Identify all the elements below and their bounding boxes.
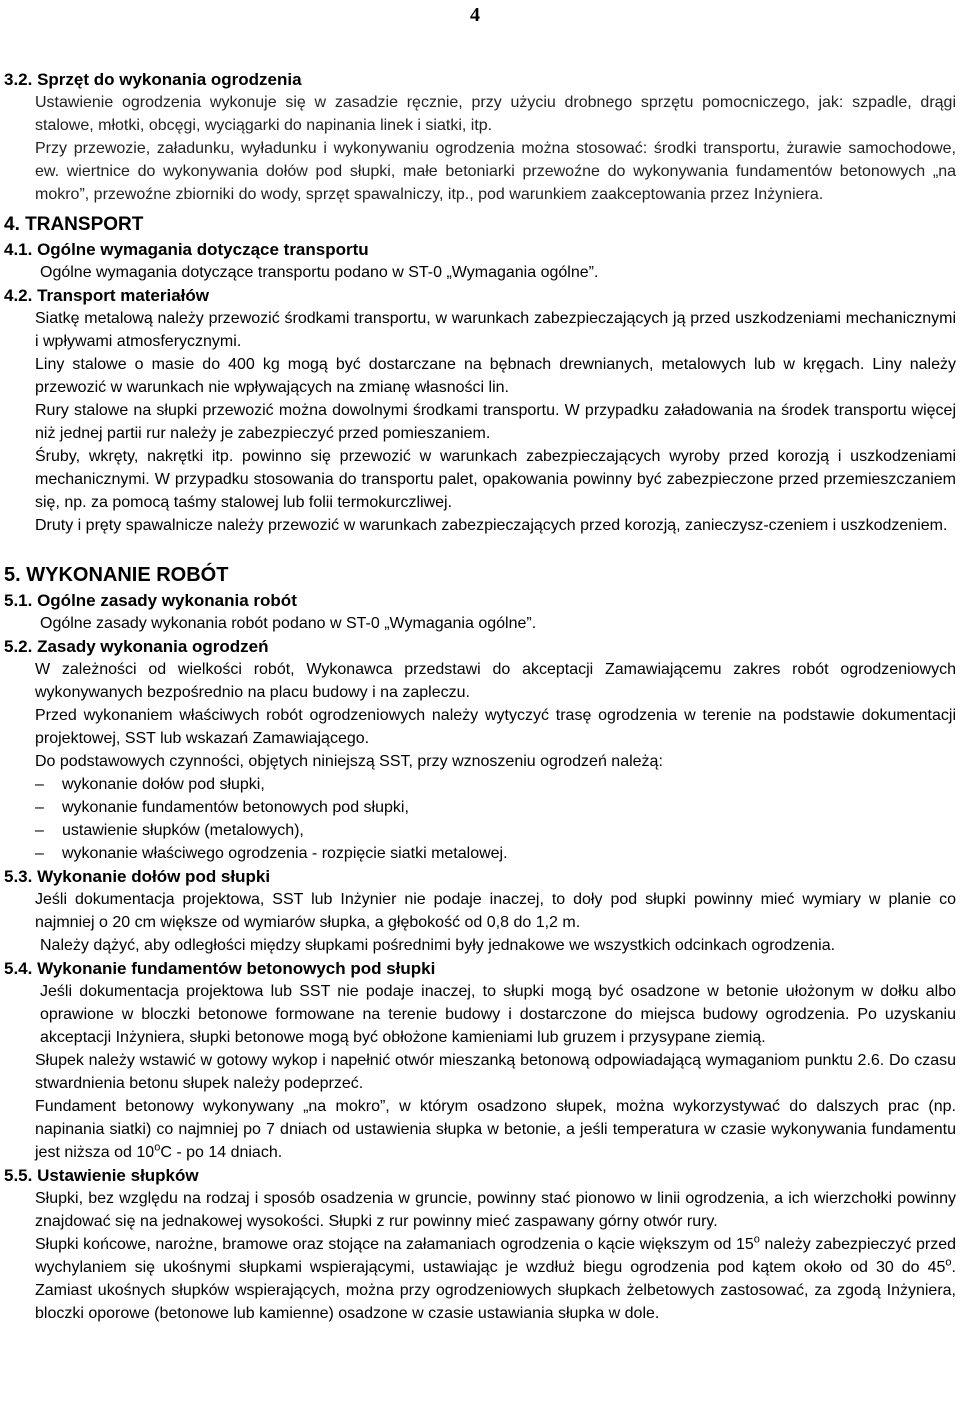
section-4-2-paragraph-4: Śruby, wkręty, nakrętki itp. powinno się przewozić w warunkach zabezpieczających wyroby przed korozją i uszkodzeniami mechanicznymi. W przypadku stosowania do transportu palet, opakowania powinny być zabezpieczone przed przemieszczaniem się, np. za pomocą taśmy stalowej lub folii termokurczliwej. [35, 448, 956, 511]
list-item-text: wykonanie właściwego ogrodzenia - rozpięcie siatki metalowej. [62, 845, 508, 862]
section-4-2-heading: 4.2. Transport materiałów [4, 286, 210, 305]
section-3-2-paragraph-1: Ustawienie ogrodzenia wykonuje się w zasadzie ręcznie, przy użyciu drobnego sprzętu pomocniczego, jak: szpadle, drągi stalowe, młotki, obcęgi, wyciągarki do napinania linek i siatki, itp. [35, 94, 956, 134]
section-5-2-heading: 5.2. Zasady wykonania ogrodzeń [4, 637, 269, 656]
dash-marker: – [35, 845, 44, 862]
section-5-2-paragraph-2: Przed wykonaniem właściwych robót ogrodzeniowych należy wytyczyć trasę ogrodzenia w terenie na podstawie dokumentacji projektowej, SST lub wskazań Zamawiającego. [35, 707, 956, 747]
page-number: 4 [470, 4, 480, 26]
section-5-3-paragraph-2: Należy dążyć, aby odległości między słupkami pośrednimi były jednakowe we wszystkich odcinkach ogrodzenia. [40, 937, 836, 954]
dash-marker: – [35, 822, 44, 839]
section-3-2-paragraph-2: Przy przewozie, załadunku, wyładunku i wykonywaniu ogrodzenia można stosować: środki transportu, żurawie samochodowe, ew. wiertnice do wykonywania dołów pod słupki, małe betoniarki przewoźne do wykonywania fundamentów betonowych „na mokro”, przewoźne zbiorniki do wody, sprzęt spawalniczy, itp., pod warunkiem zaakceptowania przez Inżyniera. [35, 140, 956, 203]
section-5-5-heading: 5.5. Ustawienie słupków [4, 1166, 199, 1185]
section-4-1-paragraph: Ogólne wymagania dotyczące transportu podano w ST-0 „Wymagania ogólne”. [40, 264, 599, 281]
work-steps-list [0, 773, 960, 865]
section-5-4-paragraph-1: Jeśli dokumentacja projektowa lub SST nie podaje inaczej, to słupki mogą być osadzone w betonie ułożonym w dołku albo oprawione w bloczki betonowe formowane na terenie budowy i dostarczone do miejsca budowy ogrodzenia. Po uzyskaniu akceptacji Inżyniera, słupki betonowe mogą być obłożone kamieniami lub gruzem i przysypane ziemią. [40, 983, 956, 1046]
list-item-text: wykonanie fundamentów betonowych pod słupki, [62, 799, 409, 816]
section-5-5-paragraph-1: Słupki, bez względu na rodzaj i sposób osadzenia w gruncie, powinny stać pionowo w linii ogrodzenia, a ich wierzchołki powinny znajdować się na jednakowej wysokości. Słupki z rur powinny mieć zaspawany górny otwór rury. [35, 1190, 956, 1230]
section-3-2-heading: 3.2. Sprzęt do wykonania ogrodzenia [4, 70, 302, 89]
section-5-2-paragraph-3: Do podstawowych czynności, objętych niniejszą SST, przy wznoszeniu ogrodzeń należą: [35, 753, 663, 770]
section-5-5-paragraph-2: Słupki końcowe, narożne, bramowe oraz stojące na załamaniach ogrodzenia o kącie większym od 15$^o$ należy zabezpieczyć przed wychylaniem się ukośnymi słupkami wspierającymi, ustawiając je wzdłuż biegu ogrodzenia pod kątem około od 30 do 45$^o$. Zamiast ukośnych słupków wspierających, można przy ogrodzeniowych słupkach żelbetowych zastosować, za zgodą Inżyniera, bloczki oporowe (betonowe lub kamienne) osadzone w czasie ustawiania słupka w dole. [35, 1233, 957, 1322]
dash-marker: – [35, 776, 44, 793]
list-item [35, 842, 960, 865]
section-5-4-paragraph-2: Słupek należy wstawić w gotowy wykop i napełnić otwór mieszanką betonową odpowiadającą wymaganiom punktu 2.6. Do czasu stwardnienia betonu słupek należy podeprzeć. [35, 1052, 956, 1092]
section-4-heading: 4. TRANSPORT [4, 214, 144, 235]
section-5-1-heading: 5.1. Ogólne zasady wykonania robót [4, 591, 297, 610]
list-item-text: ustawienie słupków (metalowych), [62, 822, 304, 839]
section-4-2-paragraph-5: Druty i pręty spawalnicze należy przewozić w warunkach zabezpieczających przed korozją, zanieczysz-czeniem i uszkodzeniem. [35, 517, 948, 534]
list-item [35, 819, 960, 842]
list-item [35, 796, 960, 819]
section-5-2-paragraph-1: W zależności od wielkości robót, Wykonawca przedstawi do akceptacji Zamawiającemu zakres robót ogrodzeniowych wykonywanych bezpośrednio na placu budowy i na zapleczu. [35, 661, 956, 701]
section-4-2-paragraph-1: Siatkę metalową należy przewozić środkami transportu, w warunkach zabezpieczających ją przed uszkodzeniami mechanicznymi i wpływami atmosferycznymi. [35, 310, 956, 350]
section-4-2-paragraph-3: Rury stalowe na słupki przewozić można dowolnymi środkami transportu. W przypadku załadowania na środek transportu więcej niż jednej partii rur należy je zabezpieczyć przed pomieszaniem. [35, 402, 956, 442]
section-5-heading: 5. WYKONANIE ROBÓT [4, 564, 229, 586]
section-5-4-heading: 5.4. Wykonanie fundamentów betonowych pod słupki [4, 959, 436, 978]
section-5-1-paragraph: Ogólne zasady wykonania robót podano w ST-0 „Wymagania ogólne”. [40, 615, 537, 632]
document-body [0, 68, 960, 1325]
list-item [35, 773, 960, 796]
section-5-3-heading: 5.3. Wykonanie dołów pod słupki [4, 867, 271, 886]
section-4-2-paragraph-2: Liny stalowe o masie do 400 kg mogą być dostarczane na bębnach drewnianych, metalowych lub w kręgach. Liny należy przewozić w warunkach nie wpływających na zmianę własności lin. [35, 356, 956, 396]
section-5-4-paragraph-3: Fundament betonowy wykonywany „na mokro”, w którym osadzono słupek, można wykorzystywać do dalszych prac (np. napinania siatki) co najmniej po 7 dniach od ustawienia słupka w betonie, a jeśli temperatura w czasie wykonywania fundamentu jest niższa od 10$^o$C - po 14 dniach. [35, 1098, 956, 1161]
section-4-1-heading: 4.1. Ogólne wymagania dotyczące transportu [4, 240, 369, 259]
section-5-3-paragraph-1: Jeśli dokumentacja projektowa, SST lub Inżynier nie podaje inaczej, to doły pod słupki powinny mieć wymiary w planie co najmniej o 20 cm większe od wymiarów słupka, a głębokość od 0,8 do 1,2 m. [35, 891, 956, 931]
dash-marker: – [35, 799, 44, 816]
list-item-text: wykonanie dołów pod słupki, [62, 776, 265, 793]
